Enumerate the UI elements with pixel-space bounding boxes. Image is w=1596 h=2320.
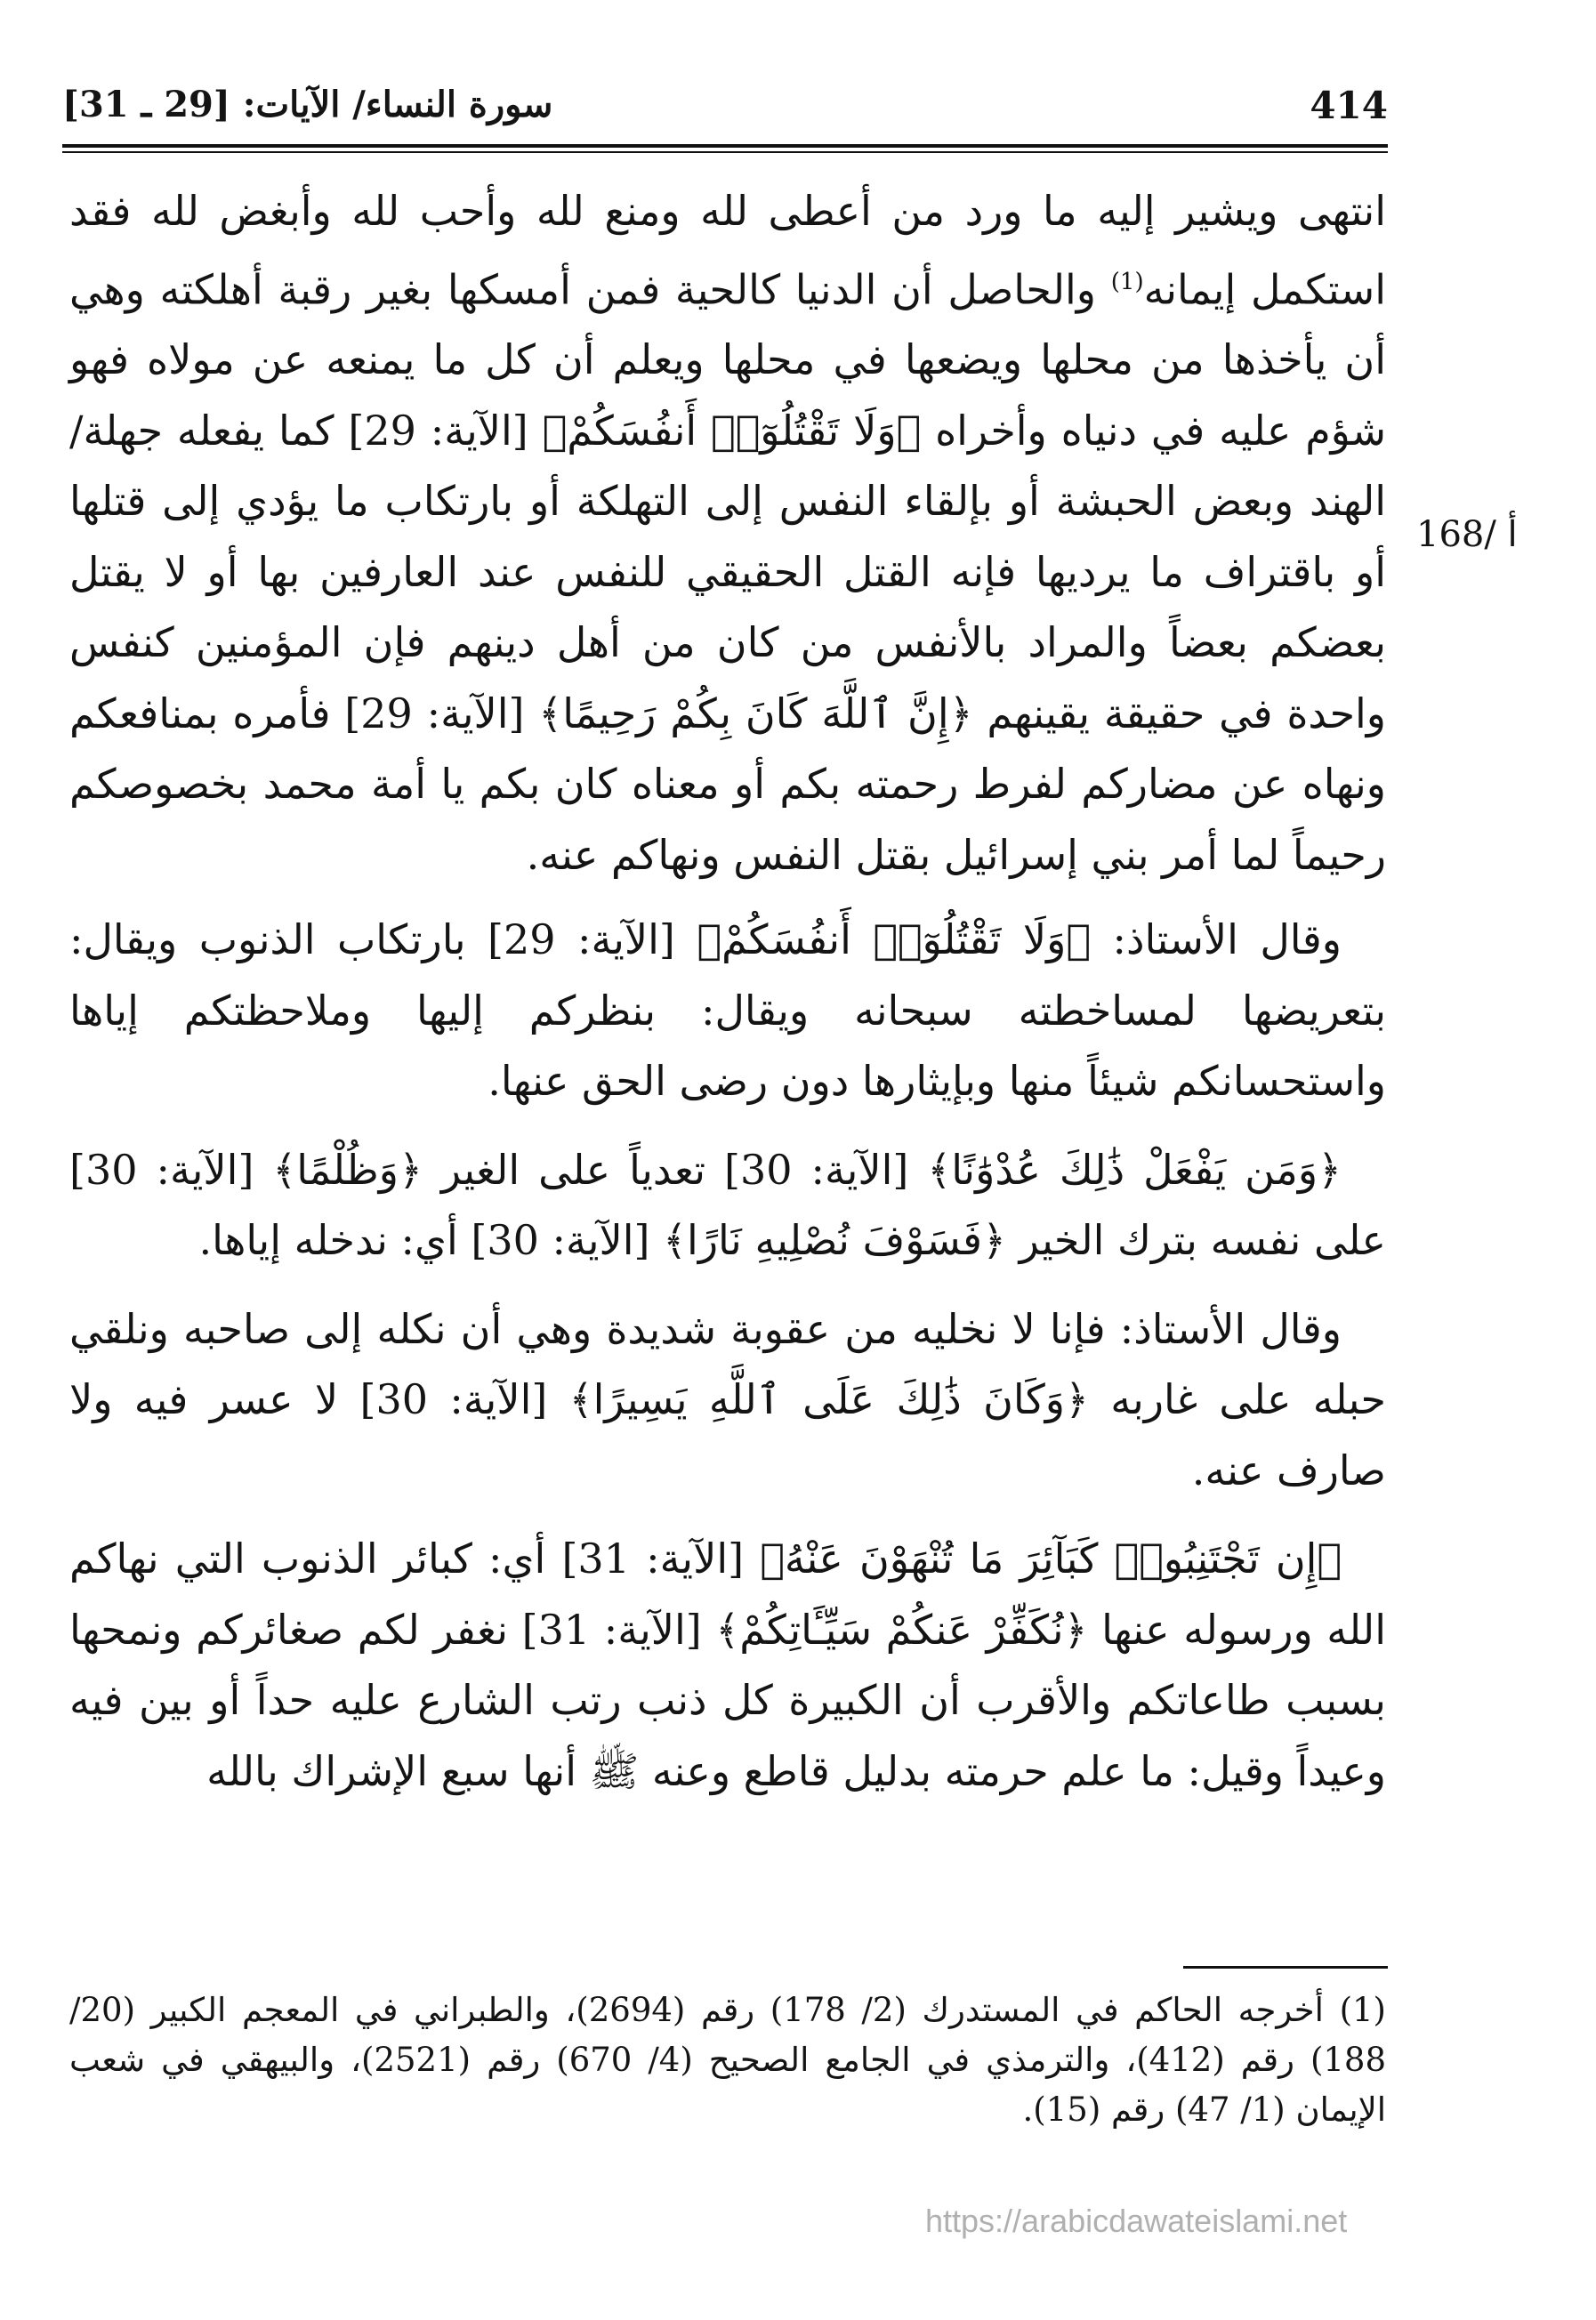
footnote-marker: (1): [1110, 268, 1144, 295]
main-text: [69, 176, 1386, 1825]
header-rule-thin: [62, 151, 1388, 153]
page-header: [62, 78, 1388, 141]
paragraph: [69, 176, 1386, 890]
footnote-rule: [1183, 1966, 1388, 1969]
footnote: (1) أخرجه الحاكم في المستدرك (2/ 178) رقم (2694)، والطبراني في المعجم الكبير (20/ 188) رقم (412)، والترمذي في الجامع الصحيح (4/ 670) رقم (2521)، والبيهقي في شعب الإيمان (1/ 47) رقم (15).: [69, 1991, 1387, 2129]
paragraph: ﴿وَمَن يَفْعَلْ ذَٰلِكَ عُدْوَٰنًا﴾ [الآية: 30] تعدياً على الغير ﴿وَظُلْمًا﴾ [الآية: 30] على نفسه بترك الخير ﴿فَسَوْفَ نُصْلِيهِ نَارًا﴾ [الآية: 30] أي: ندخله إياها.: [69, 1145, 1386, 1265]
paragraph-text: انتهى ويشير إليه ما ورد من أعطى لله ومنع لله وأحب لله وأبغض لله فقد استكمل إيمانه: [69, 187, 1386, 313]
paragraph-text: والحاصل أن الدنيا كالحية فمن أمسكها بغير رقبة أهلكته وهي أن يأخذها من محلها ويضعها في محلها ويعلم أن كل ما يمنعه عن مولاه فهو شؤم عليه في دنياه وأخراه ﴿وَلَا تَقْتُلُوٓا۟ أَنفُسَكُمْ﴾ [الآية: 29] كما يفعله جهلة/ الهند وبعض الحبشة أو بإلقاء النفس إلى التهلكة أو بارتكاب ما يؤدي إلى قتلها أو باقتراف ما يرديها فإنه القتل الحقيقي للنفس عند العارفين بها أو لا يقتل بعضكم بعضاً والمراد بالأنفس من كان من أهل دينهم فإن المؤمنين كنفس واحدة في حقيقة يقينهم ﴿إِنَّ ٱللَّهَ كَانَ بِكُمْ رَحِيمًا﴾ [الآية: 29] فأمره بمنافعكم ونهاه عن مضاركم لفرط رحمته بكم أو معناه كان بكم يا أمة محمد بخصوصكم رحيماً لما أمر بني إسرائيل بقتل النفس ونهاكم عنه.: [69, 264, 1386, 879]
margin-manuscript-ref: 168/ أ: [1416, 514, 1518, 555]
page-number: 414: [1310, 84, 1388, 127]
header-rule: [62, 144, 1388, 148]
paragraph: وقال الأستاذ: ﴿وَلَا تَقْتُلُوٓا۟ أَنفُسَكُمْ﴾ [الآية: 29] بارتكاب الذنوب ويقال: بتعريضها لمساخطته سبحانه ويقال: بنظركم إليها وملاحظتكم إياها واستحسانكم شيئاً منها وبإيثارها دون رضى الحق عنها.: [69, 915, 1386, 1106]
paragraph: ﴿إِن تَجْتَنِبُوا۟ كَبَآئِرَ مَا تُنْهَوْنَ عَنْهُ﴾ [الآية: 31] أي: كبائر الذنوب التي نهاكم الله ورسوله عنها ﴿نُكَفِّرْ عَنكُمْ سَيِّـَٔاتِكُمْ﴾ [الآية: 31] نغفر لكم صغائركم ونمحها بسبب طاعاتكم والأقرب أن الكبيرة كل ذنب رتب الشارع عليه حداً أو بين فيه وعيداً وقيل: ما علم حرمته بدليل قاطع وعنه ﷺ أنها سبع الإشراك بالله: [69, 1535, 1386, 1795]
watermark-url: https://arabicdawateislami.net: [925, 2203, 1348, 2239]
running-title: سورة النساء/ الآيات: [29 ـ 31]: [62, 84, 553, 125]
paragraph: وقال الأستاذ: فإنا لا نخليه من عقوبة شديدة وهي أن نكله إلى صاحبه ونلقي حبله على غاربه ﴿وَكَانَ ذَٰلِكَ عَلَى ٱللَّهِ يَسِيرًا﴾ [الآية: 30] لا عسر فيه ولا صارف عنه.: [69, 1304, 1386, 1494]
